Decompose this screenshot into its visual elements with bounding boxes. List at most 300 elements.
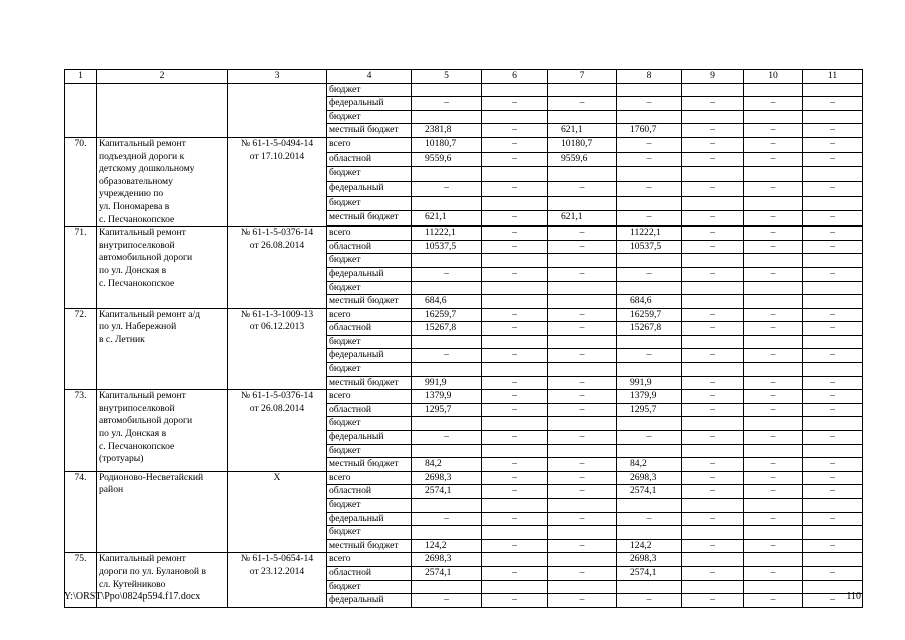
amount-value: 1379,9: [617, 390, 682, 404]
amount-value: [482, 444, 548, 458]
amount-value: [617, 444, 682, 458]
amount-value: [803, 363, 863, 377]
empty-value-dash: –: [682, 137, 744, 152]
amount-value: [412, 580, 482, 594]
amount-value: [682, 335, 744, 349]
budget-source-label: всего: [327, 308, 412, 322]
empty-value-dash: –: [482, 403, 548, 417]
object-name-line: с. Песчанокопское: [99, 440, 175, 452]
amount-value: [617, 196, 682, 211]
empty-value-dash: –: [617, 97, 682, 111]
empty-value-dash: –: [412, 431, 482, 445]
amount-value: [682, 110, 744, 124]
amount-value: [548, 417, 617, 431]
object-name-line: Родионово-Несветайский: [99, 471, 204, 483]
amount-value: [482, 83, 548, 97]
amount-value: [803, 167, 863, 182]
amount-value: [803, 196, 863, 211]
empty-value-dash: –: [803, 431, 863, 445]
empty-value-dash: –: [617, 512, 682, 526]
empty-value-dash: –: [412, 97, 482, 111]
empty-value-dash: –: [744, 512, 803, 526]
empty-value-dash: –: [803, 403, 863, 417]
empty-value-dash: –: [803, 211, 863, 226]
amount-value: [548, 254, 617, 268]
amount-value: [744, 254, 803, 268]
empty-value-dash: –: [548, 471, 617, 485]
empty-value-dash: –: [682, 376, 744, 390]
empty-value-dash: –: [482, 458, 548, 472]
object-name-line: сл. Кутейниково: [99, 578, 166, 590]
empty-value-dash: –: [744, 390, 803, 404]
empty-value-dash: –: [803, 137, 863, 152]
table-row: [65, 471, 863, 485]
amount-value: 684,6: [617, 295, 682, 309]
budget-source-label: местный бюджет: [327, 211, 412, 226]
amount-value: 124,2: [412, 539, 482, 553]
object-name-line: (тротуары): [99, 453, 144, 465]
amount-value: 84,2: [617, 458, 682, 472]
amount-value: [682, 281, 744, 295]
amount-value: [548, 363, 617, 377]
amount-value: [548, 335, 617, 349]
empty-value-dash: –: [803, 485, 863, 499]
amount-value: [482, 110, 548, 124]
amount-value: 11222,1: [412, 227, 482, 241]
empty-value-dash: –: [803, 181, 863, 196]
amount-value: 16259,7: [617, 308, 682, 322]
amount-value: [482, 254, 548, 268]
column-number-header: 2: [97, 70, 228, 84]
amount-value: [744, 295, 803, 309]
table-header-row: [65, 70, 863, 84]
amount-value: 11222,1: [617, 227, 682, 241]
empty-value-dash: –: [482, 97, 548, 111]
budget-source-label: федеральный: [327, 267, 412, 281]
amount-value: 15267,8: [617, 322, 682, 336]
document-line: от 26.08.2014: [249, 402, 305, 414]
amount-value: [412, 167, 482, 182]
empty-value-dash: –: [548, 594, 617, 608]
amount-value: [682, 363, 744, 377]
amount-value: [803, 254, 863, 268]
empty-value-dash: –: [482, 308, 548, 322]
amount-value: [744, 444, 803, 458]
amount-value: [617, 526, 682, 540]
empty-value-dash: –: [548, 458, 617, 472]
amount-value: [803, 417, 863, 431]
empty-value-dash: –: [803, 97, 863, 111]
amount-value: [617, 83, 682, 97]
amount-value: 2381,8: [412, 124, 482, 138]
amount-value: [412, 281, 482, 295]
empty-value-dash: –: [682, 390, 744, 404]
budget-source-label: бюджет: [327, 335, 412, 349]
document-line: № 61-1-5-0376-14: [240, 227, 314, 239]
budget-source-label: областной: [327, 566, 412, 580]
amount-value: [548, 295, 617, 309]
amount-value: [412, 196, 482, 211]
empty-value-dash: –: [744, 267, 803, 281]
empty-value-dash: –: [682, 227, 744, 241]
amount-value: [744, 281, 803, 295]
empty-value-dash: –: [803, 227, 863, 241]
budget-source-label: всего: [327, 227, 412, 241]
amount-value: 1760,7: [617, 124, 682, 138]
empty-value-dash: –: [617, 181, 682, 196]
amount-value: 15267,8: [412, 322, 482, 336]
document-line: № 61-1-5-0654-14: [240, 553, 314, 565]
amount-value: [548, 553, 617, 567]
amount-value: [617, 167, 682, 182]
object-name-cell: [97, 83, 228, 137]
document-line: X: [273, 471, 281, 483]
amount-value: [482, 417, 548, 431]
amount-value: [412, 110, 482, 124]
table-row: [65, 553, 863, 567]
budget-source-label: областной: [327, 485, 412, 499]
empty-value-dash: –: [482, 211, 548, 226]
empty-value-dash: –: [744, 137, 803, 152]
budget-table: [64, 69, 863, 608]
document-cell: [228, 227, 327, 309]
budget-table-sheet: [64, 69, 862, 608]
empty-value-dash: –: [803, 512, 863, 526]
empty-value-dash: –: [803, 471, 863, 485]
column-number-header: 4: [327, 70, 412, 84]
row-number-cell: 74.: [65, 471, 97, 553]
object-name-cell: [97, 227, 228, 309]
amount-value: [744, 580, 803, 594]
empty-value-dash: –: [682, 594, 744, 608]
empty-value-dash: –: [548, 181, 617, 196]
amount-value: [682, 295, 744, 309]
amount-value: 2698,3: [617, 471, 682, 485]
object-name-line: Капитальный ремонт: [99, 390, 186, 402]
amount-value: [744, 417, 803, 431]
empty-value-dash: –: [412, 594, 482, 608]
footer-page-number: 110: [846, 591, 861, 602]
empty-value-dash: –: [803, 376, 863, 390]
budget-source-label: бюджет: [327, 526, 412, 540]
empty-value-dash: –: [482, 431, 548, 445]
empty-value-dash: –: [744, 181, 803, 196]
empty-value-dash: –: [548, 431, 617, 445]
empty-value-dash: –: [548, 376, 617, 390]
amount-value: 10180,7: [412, 137, 482, 152]
amount-value: [744, 499, 803, 513]
amount-value: [548, 580, 617, 594]
document-line: № 61-1-5-0376-14: [240, 390, 314, 402]
empty-value-dash: –: [682, 539, 744, 553]
amount-value: [617, 335, 682, 349]
object-name-cell: [97, 471, 228, 553]
document-cell: [228, 137, 327, 226]
column-number-header: 9: [682, 70, 744, 84]
amount-value: 1379,9: [412, 390, 482, 404]
row-number-cell: 75.: [65, 553, 97, 607]
empty-value-dash: –: [744, 566, 803, 580]
empty-value-dash: –: [682, 322, 744, 336]
object-name-line: Капитальный ремонт а/д: [99, 308, 201, 320]
empty-value-dash: –: [744, 308, 803, 322]
empty-value-dash: –: [412, 267, 482, 281]
amount-value: 9559,6: [548, 152, 617, 167]
document-cell: [228, 553, 327, 607]
amount-value: [617, 580, 682, 594]
amount-value: [617, 254, 682, 268]
empty-value-dash: –: [803, 566, 863, 580]
empty-value-dash: –: [682, 471, 744, 485]
amount-value: [482, 281, 548, 295]
empty-value-dash: –: [744, 97, 803, 111]
empty-value-dash: –: [744, 211, 803, 226]
empty-value-dash: –: [803, 240, 863, 254]
document-line: от 17.10.2014: [249, 150, 305, 162]
amount-value: [482, 363, 548, 377]
amount-value: 1295,7: [617, 403, 682, 417]
amount-value: [412, 335, 482, 349]
empty-value-dash: –: [482, 152, 548, 167]
budget-source-label: бюджет: [327, 254, 412, 268]
empty-value-dash: –: [682, 485, 744, 499]
empty-value-dash: –: [482, 566, 548, 580]
budget-source-label: всего: [327, 471, 412, 485]
empty-value-dash: –: [682, 349, 744, 363]
row-number-cell: 73.: [65, 390, 97, 472]
empty-value-dash: –: [482, 322, 548, 336]
amount-value: [803, 83, 863, 97]
amount-value: [803, 295, 863, 309]
amount-value: 991,9: [617, 376, 682, 390]
object-name-line: Капитальный ремонт: [99, 137, 186, 149]
amount-value: [412, 417, 482, 431]
amount-value: [412, 363, 482, 377]
amount-value: [548, 110, 617, 124]
empty-value-dash: –: [482, 181, 548, 196]
document-line: от 06.12.2013: [249, 321, 305, 333]
budget-source-label: федеральный: [327, 181, 412, 196]
amount-value: [803, 281, 863, 295]
amount-value: [482, 526, 548, 540]
amount-value: 10537,5: [617, 240, 682, 254]
empty-value-dash: –: [682, 566, 744, 580]
object-name-line: внутрипоселковой: [99, 239, 175, 251]
empty-value-dash: –: [482, 390, 548, 404]
amount-value: 16259,7: [412, 308, 482, 322]
amount-value: [617, 363, 682, 377]
amount-value: [682, 553, 744, 567]
amount-value: 621,1: [548, 124, 617, 138]
empty-value-dash: –: [548, 322, 617, 336]
amount-value: [548, 444, 617, 458]
budget-source-label: бюджет: [327, 444, 412, 458]
empty-value-dash: –: [482, 227, 548, 241]
empty-value-dash: –: [744, 594, 803, 608]
amount-value: [482, 295, 548, 309]
document-line: № 61-1-3-1009-13: [240, 308, 314, 320]
amount-value: [682, 580, 744, 594]
empty-value-dash: –: [482, 471, 548, 485]
column-number-header: 6: [482, 70, 548, 84]
empty-value-dash: –: [682, 97, 744, 111]
column-number-header: 3: [228, 70, 327, 84]
amount-value: [682, 167, 744, 182]
object-name-line: автомобильной дороги: [99, 415, 193, 427]
empty-value-dash: –: [803, 322, 863, 336]
row-number-cell: 71.: [65, 227, 97, 309]
empty-value-dash: –: [744, 152, 803, 167]
amount-value: [682, 196, 744, 211]
amount-value: [412, 83, 482, 97]
budget-source-label: федеральный: [327, 512, 412, 526]
amount-value: [412, 526, 482, 540]
row-number-cell: 70.: [65, 137, 97, 226]
amount-value: [682, 499, 744, 513]
amount-value: [412, 254, 482, 268]
amount-value: 2574,1: [617, 485, 682, 499]
empty-value-dash: –: [412, 349, 482, 363]
row-number-cell: [65, 83, 97, 137]
empty-value-dash: –: [548, 390, 617, 404]
amount-value: [803, 335, 863, 349]
amount-value: 10180,7: [548, 137, 617, 152]
budget-source-label: местный бюджет: [327, 539, 412, 553]
empty-value-dash: –: [548, 240, 617, 254]
empty-value-dash: –: [548, 267, 617, 281]
empty-value-dash: –: [744, 485, 803, 499]
object-name-line: внутрипоселковой: [99, 402, 175, 414]
empty-value-dash: –: [617, 137, 682, 152]
column-number-header: 1: [65, 70, 97, 84]
column-number-header: 7: [548, 70, 617, 84]
object-name-line: ул. Пономарева в: [99, 200, 170, 212]
empty-value-dash: –: [682, 267, 744, 281]
empty-value-dash: –: [482, 137, 548, 152]
budget-source-label: федеральный: [327, 97, 412, 111]
object-name-cell: [97, 308, 228, 390]
object-name-line: с. Песчанокопское: [99, 213, 175, 225]
empty-value-dash: –: [412, 512, 482, 526]
amount-value: [482, 335, 548, 349]
empty-value-dash: –: [482, 240, 548, 254]
amount-value: 2574,1: [412, 485, 482, 499]
amount-value: 124,2: [617, 539, 682, 553]
amount-value: [482, 167, 548, 182]
amount-value: [744, 196, 803, 211]
amount-value: [744, 363, 803, 377]
empty-value-dash: –: [548, 539, 617, 553]
empty-value-dash: –: [617, 349, 682, 363]
column-number-header: 10: [744, 70, 803, 84]
empty-value-dash: –: [744, 431, 803, 445]
budget-source-label: всего: [327, 137, 412, 152]
budget-source-label: областной: [327, 322, 412, 336]
empty-value-dash: –: [803, 458, 863, 472]
column-number-header: 5: [412, 70, 482, 84]
empty-value-dash: –: [548, 308, 617, 322]
amount-value: 1295,7: [412, 403, 482, 417]
budget-source-label: бюджет: [327, 281, 412, 295]
empty-value-dash: –: [548, 403, 617, 417]
document-cell: [228, 308, 327, 390]
empty-value-dash: –: [803, 267, 863, 281]
empty-value-dash: –: [803, 349, 863, 363]
amount-value: [548, 196, 617, 211]
budget-source-label: бюджет: [327, 110, 412, 124]
amount-value: [617, 281, 682, 295]
document-line: от 26.08.2014: [249, 239, 305, 251]
empty-value-dash: –: [617, 152, 682, 167]
empty-value-dash: –: [682, 211, 744, 226]
empty-value-dash: –: [803, 594, 863, 608]
amount-value: [803, 499, 863, 513]
amount-value: [803, 444, 863, 458]
empty-value-dash: –: [803, 308, 863, 322]
amount-value: [412, 444, 482, 458]
amount-value: [682, 526, 744, 540]
amount-value: [617, 417, 682, 431]
budget-source-label: областной: [327, 240, 412, 254]
empty-value-dash: –: [482, 594, 548, 608]
object-name-line: подъездной дороги к: [99, 150, 185, 162]
empty-value-dash: –: [744, 124, 803, 138]
amount-value: [803, 110, 863, 124]
budget-source-label: бюджет: [327, 167, 412, 182]
empty-value-dash: –: [744, 240, 803, 254]
amount-value: [482, 580, 548, 594]
empty-value-dash: –: [548, 512, 617, 526]
budget-source-label: федеральный: [327, 431, 412, 445]
column-number-header: 11: [803, 70, 863, 84]
empty-value-dash: –: [682, 181, 744, 196]
empty-value-dash: –: [744, 376, 803, 390]
amount-value: 2574,1: [412, 566, 482, 580]
empty-value-dash: –: [482, 539, 548, 553]
amount-value: [482, 499, 548, 513]
budget-source-label: федеральный: [327, 349, 412, 363]
empty-value-dash: –: [682, 458, 744, 472]
object-name-line: дороги по ул. Булановой в: [99, 565, 206, 577]
empty-value-dash: –: [548, 566, 617, 580]
amount-value: [744, 83, 803, 97]
amount-value: 2698,3: [412, 471, 482, 485]
amount-value: [482, 553, 548, 567]
budget-source-label: бюджет: [327, 499, 412, 513]
column-number-header: 8: [617, 70, 682, 84]
empty-value-dash: –: [412, 181, 482, 196]
document-cell: [228, 83, 327, 137]
row-number-cell: 72.: [65, 308, 97, 390]
budget-source-label: местный бюджет: [327, 376, 412, 390]
empty-value-dash: –: [682, 308, 744, 322]
amount-value: [548, 167, 617, 182]
budget-source-label: бюджет: [327, 196, 412, 211]
empty-value-dash: –: [482, 349, 548, 363]
amount-value: [803, 526, 863, 540]
empty-value-dash: –: [803, 390, 863, 404]
empty-value-dash: –: [744, 403, 803, 417]
empty-value-dash: –: [482, 376, 548, 390]
amount-value: [617, 110, 682, 124]
object-name-cell: [97, 390, 228, 472]
amount-value: 684,6: [412, 295, 482, 309]
object-name-line: по ул. Донская в: [99, 264, 167, 276]
empty-value-dash: –: [617, 431, 682, 445]
object-name-cell: [97, 137, 228, 226]
amount-value: [548, 83, 617, 97]
amount-value: 10537,5: [412, 240, 482, 254]
